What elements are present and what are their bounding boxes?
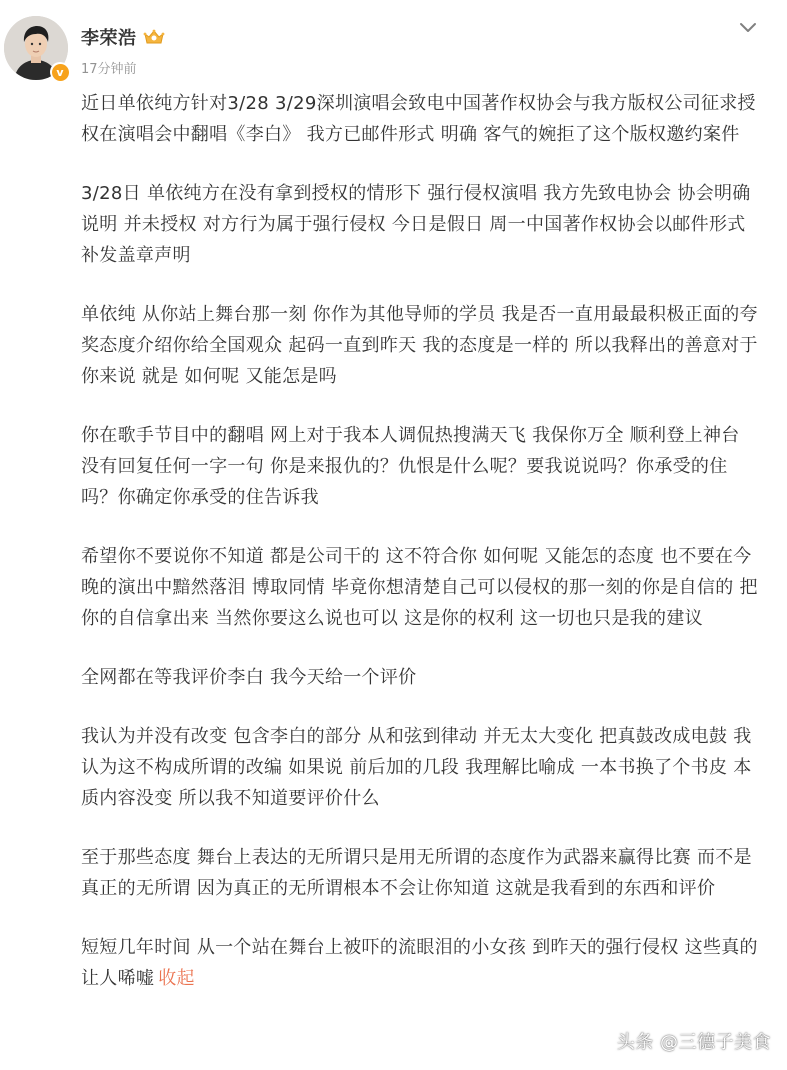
post-content [81,88,761,994]
avatar-container[interactable] [4,16,68,80]
post-timestamp[interactable]: 17分钟前 [81,62,137,77]
username[interactable]: 李荣浩 [81,28,137,49]
verified-badge [50,62,70,82]
chevron-down-icon[interactable] [737,18,759,36]
post-paragraph: 希望你不要说你不知道 都是公司干的 这不符合你 如何呢 又能怎的态度 也不要在今晚的演出中黯然落泪 博取同情 毕竟你想清楚自己可以侵权的那一刻的你是自信的 把你的自信拿出来 当然你要这么说也可以 这是你的权利 这一切也只是我的建议 [81,546,758,629]
post-paragraph: 3/28日 单依纯方在没有拿到授权的情形下 强行侵权演唱 我方先致电协会 协会明确说明 并未授权 对方行为属于强行侵权 今日是假日 周一中国著作权协会以邮件形式补发盖章声明 [81,183,751,266]
post-paragraph: 你在歌手节目中的翻唱 网上对于我本人调侃热搜满天飞 我保你万全 顺利登上神台 没有回复任何一字一句 你是来报仇的？仇恨是什么呢？要我说说吗？你承受的住吗？你确定你承受的住告诉我 [81,425,740,508]
post-paragraph: 至于那些态度 舞台上表达的无所谓只是用无所谓的态度作为武器来赢得比赛 而不是真正的无所谓 因为真正的无所谓根本不会让你知道 这就是我看到的东西和评价 [81,847,752,899]
verified-v-icon: v [52,64,69,81]
username-row [81,24,165,50]
crown-member-icon[interactable] [143,28,165,46]
post-paragraph-last [81,932,761,994]
source-watermark: 头条 @三德子美食 [616,1032,771,1053]
collapse-link[interactable]: 收起 [158,968,195,989]
post-paragraph: 我认为并没有改变 包含李白的部分 从和弦到律动 并无太大变化 把真鼓改成电鼓 我认为这不构成所谓的改编 如果说 前后加的几段 我理解比喻成 一本书换了个书皮 本质内容没变 所以我不知道要评价什么 [81,726,752,809]
post-paragraph: 全网都在等我评价李白 我今天给一个评价 [81,667,417,688]
post-paragraph: 近日单依纯方针对3/28 3/29深圳演唱会致电中国著作权协会与我方版权公司征求授权在演唱会中翻唱《李白》 我方已邮件形式 明确 客气的婉拒了这个版权邀约案件 [81,93,756,145]
post-paragraph: 单依纯 从你站上舞台那一刻 你作为其他导师的学员 我是否一直用最最积极正面的夸奖态度介绍你给全国观众 起码一直到昨天 我的态度是一样的 所以我释出的善意对于你来说 就是 如何呢 又能怎是吗 [81,304,758,387]
post-paragraph-text: 短短几年时间 从一个站在舞台上被吓的流眼泪的小女孩 到昨天的强行侵权 这些真的让人唏嘘 [81,937,758,989]
